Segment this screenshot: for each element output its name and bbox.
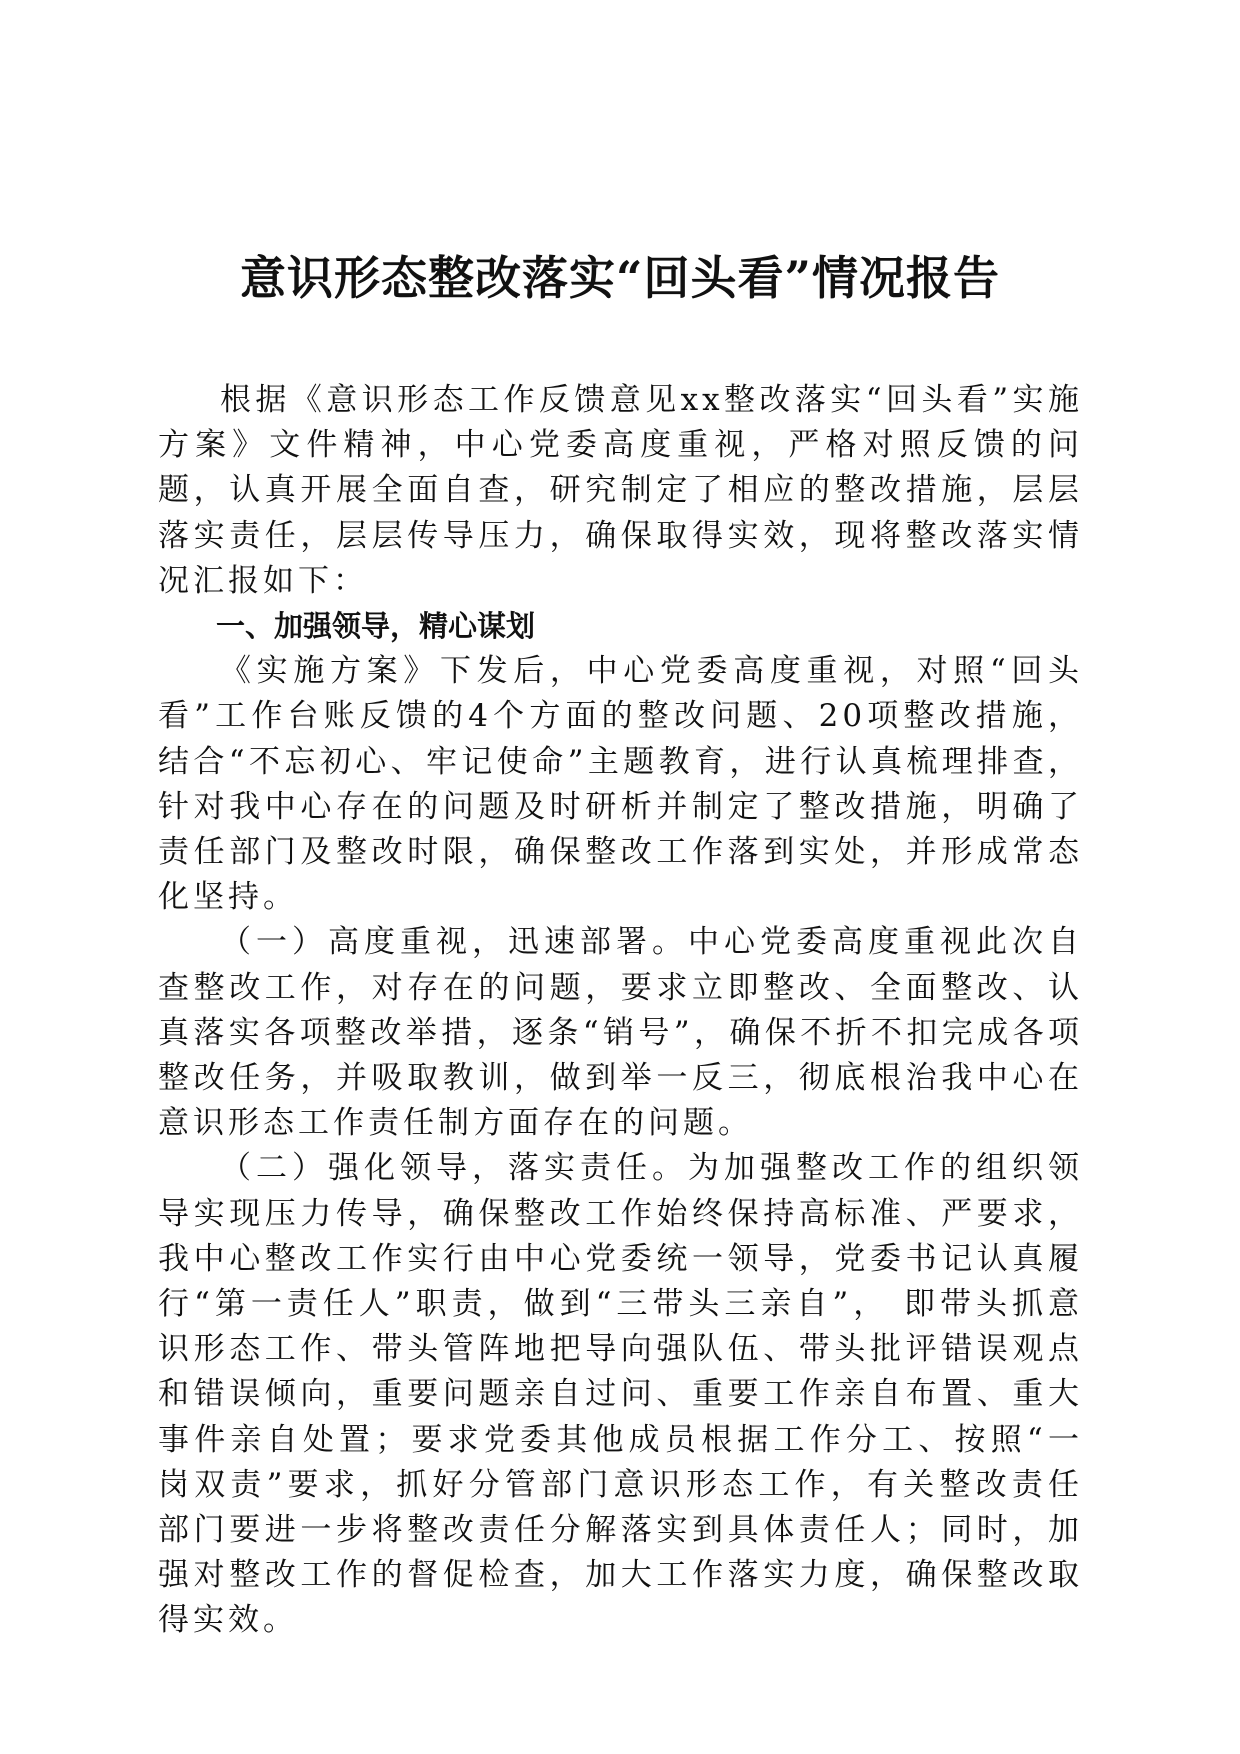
subsection-paragraph-2: （二）强化领导，落实责任。为加强整改工作的组织领导实现压力传导，确保整改工作始终保持高标准、严要求，我中心整改工作实行由中心党委统一领导，党委书记认真履行“第一责任人”职责，做到“三带头三亲自”， 即带头抓意识形态工作、带头管阵地把导向强队伍、带头批评错误观点和错误倾向，重要问题亲自过问、重要工作亲自布置、重大事件亲自处置；要求党委其他成员根据工作分工、按照“一岗双责”要求，抓好分管部门意识形态工作，有关整改责任部门要进一步将整改责任分解落实到具体责任人；同时，加强对整改工作的督促检查，加大工作落实力度，确保整改取得实效。 [158, 1150, 1083, 1639]
section-heading: 一、加强领导，精心谋划 [216, 609, 536, 644]
subsection-paragraph-1: （一）高度重视，迅速部署。中心党委高度重视此次自查整改工作，对存在的问题，要求立即整改、全面整改、认真落实各项整改举措，逐条“销号”，确保不折不扣完成各项整改任务，并吸取教训，做到举一反三，彻底根治我中心在意识形态工作责任制方面存在的问题。 [158, 924, 1083, 1142]
intro-paragraph: 根据《意识形态工作反馈意见xx整改落实“回头看”实施方案》文件精神，中心党委高度重视，严格对照反馈的问题，认真开展全面自查，研究制定了相应的整改措施，层层落实责任，层层传导压力，确保取得实效，现将整改落实情况汇报如下： [158, 382, 1083, 599]
section-paragraph: 《实施方案》下发后，中心党委高度重视，对照“回头看”工作台账反馈的4个方面的整改问题、20项整改措施，结合“不忘初心、牢记使命”主题教育，进行认真梳理排查，针对我中心存在的问题及时研析并制定了整改措施，明确了责任部门及整改时限，确保整改工作落到实处，并形成常态化坚持。 [158, 653, 1083, 916]
document-body [158, 378, 1083, 1644]
page-title: 意识形态整改落实“回头看”情况报告 [240, 251, 1000, 305]
